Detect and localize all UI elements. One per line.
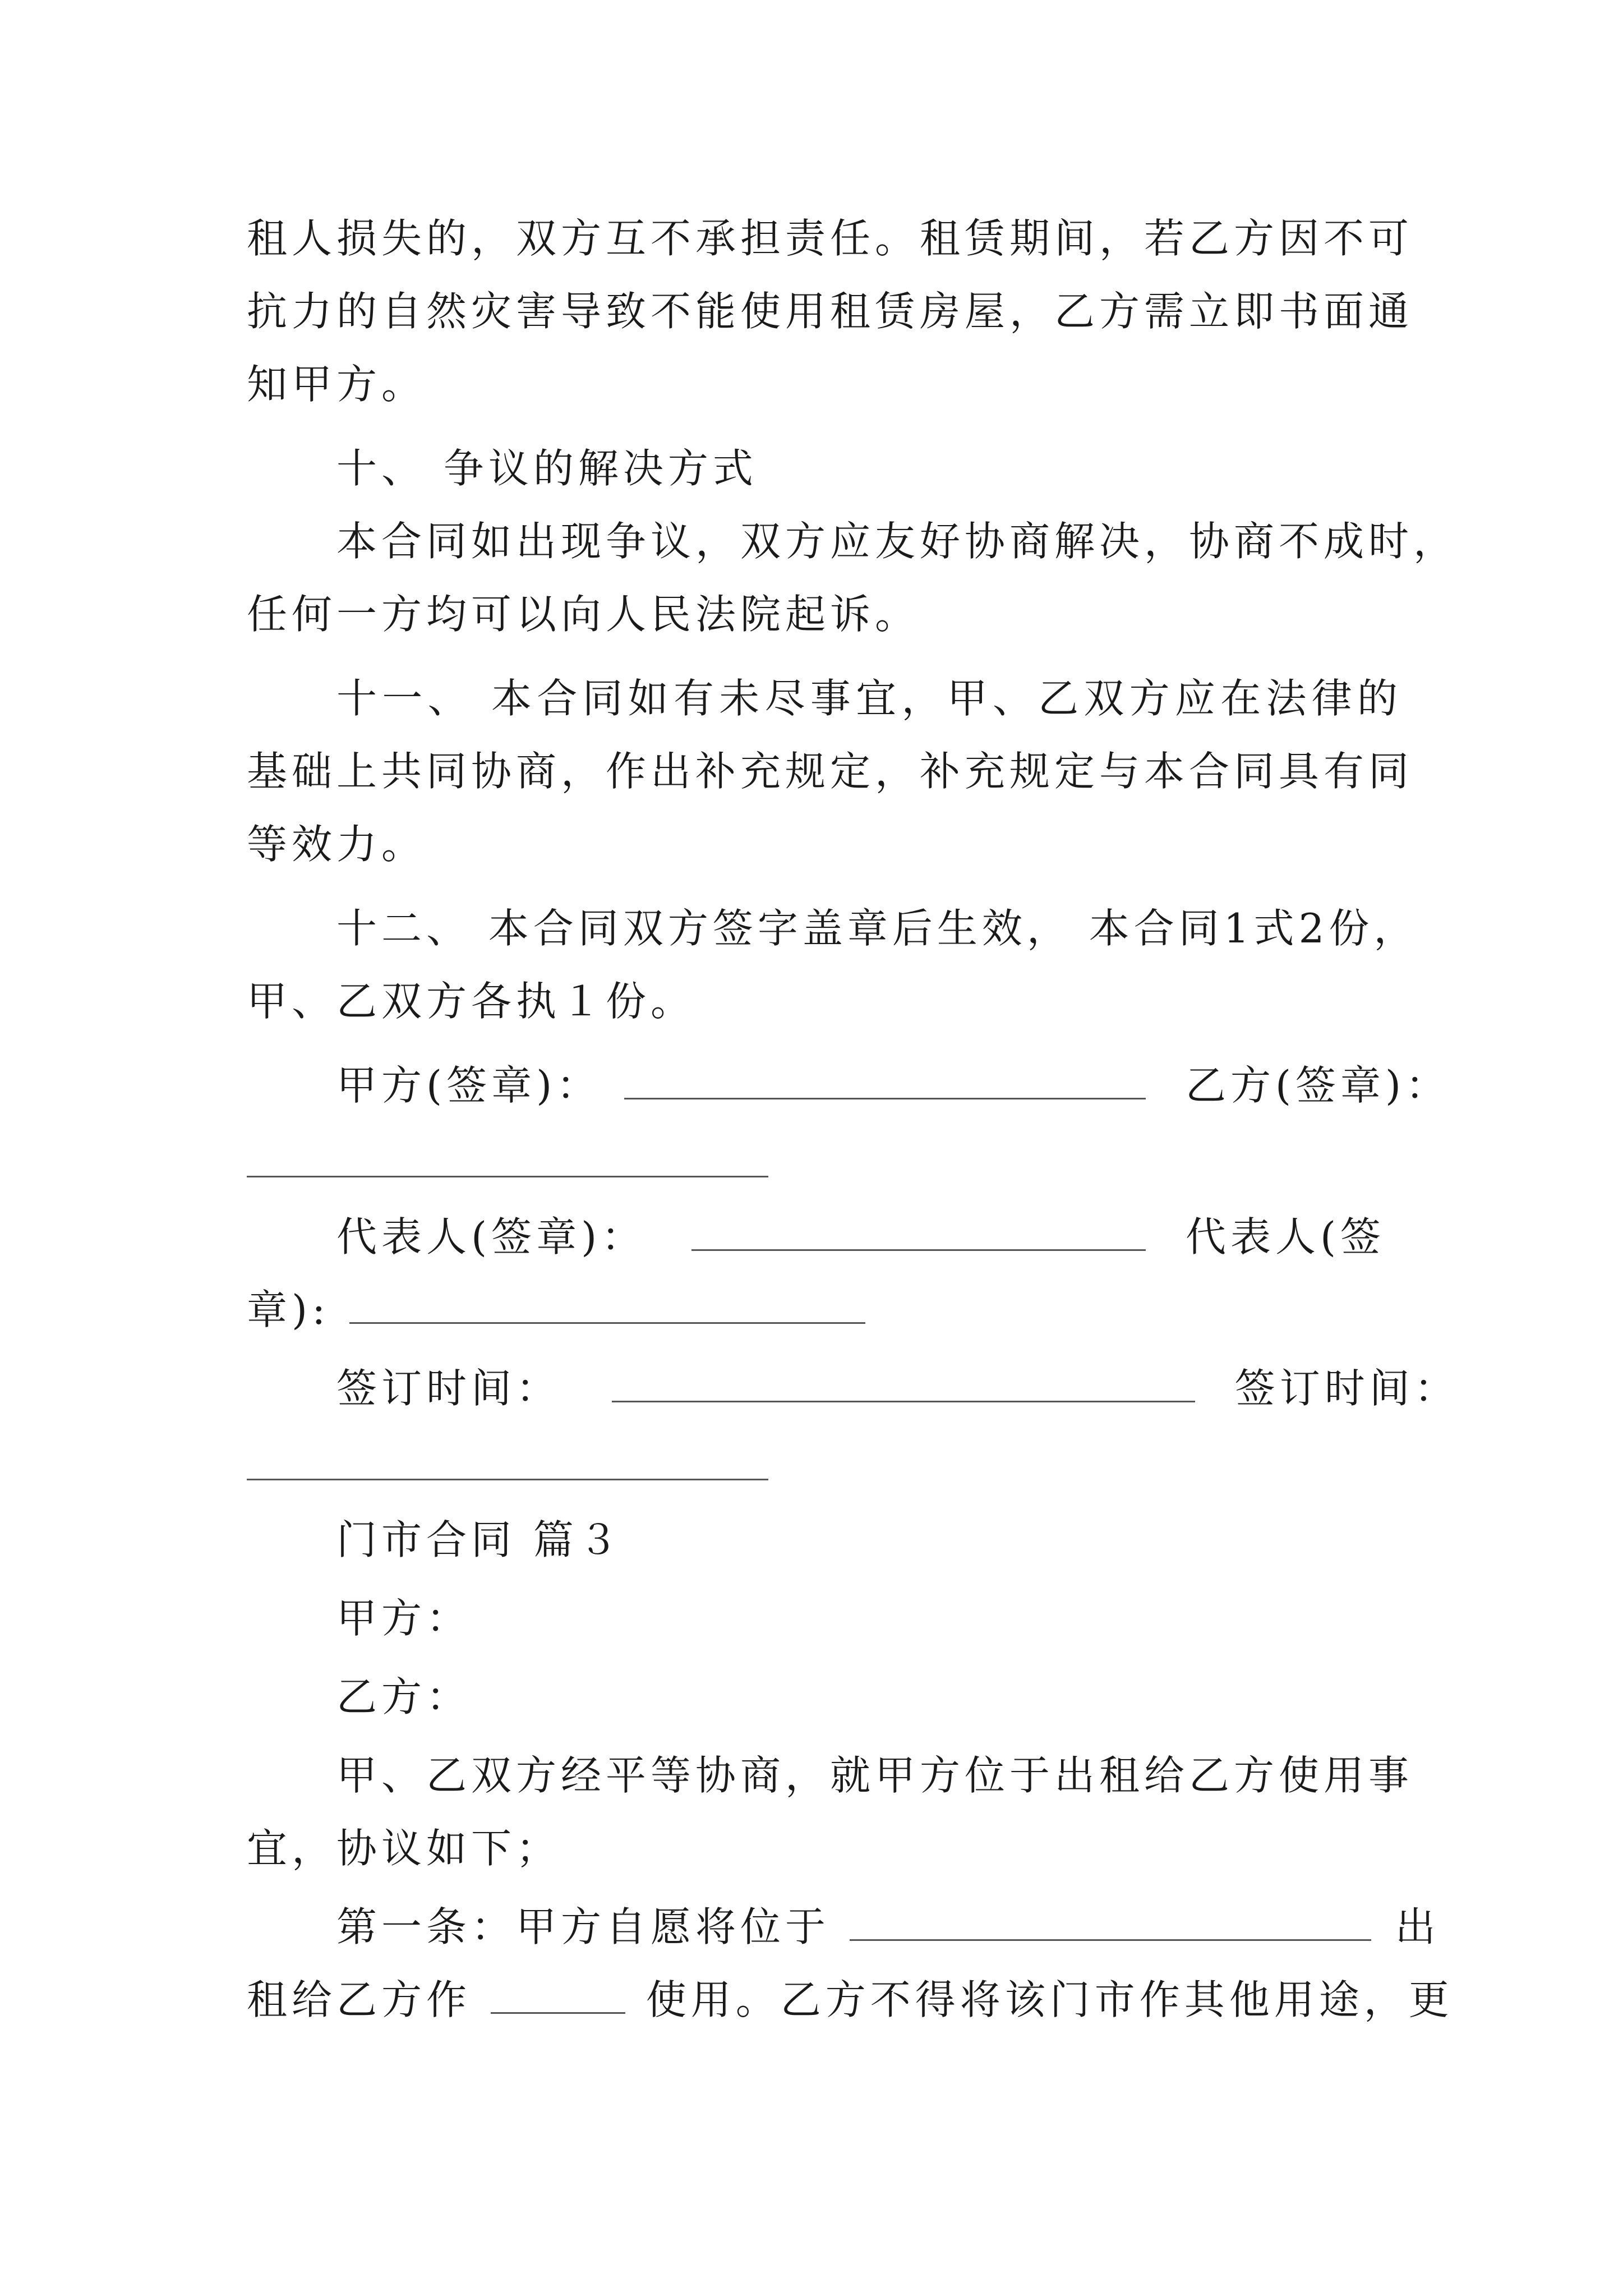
paragraph-line: 甲、乙双方经平等协商，就甲方位于出租给乙方使用事 bbox=[336, 1752, 1414, 1799]
paragraph-line: 等效力。 bbox=[247, 821, 427, 868]
article-one-prefix: 第一条：甲方自愿将位于 bbox=[336, 1903, 831, 1950]
paragraph-line: 基础上共同协商，作出补充规定，补充规定与本合同具有同 bbox=[247, 748, 1414, 795]
party-b-sign-label: 乙方(签章)： bbox=[1185, 1062, 1451, 1109]
paragraph-line: 宜，协议如下； bbox=[247, 1825, 561, 1872]
party-a-field: 甲方： bbox=[336, 1595, 472, 1642]
paragraph-line: 任何一方均可以向人民法院起诉。 bbox=[247, 591, 920, 638]
paragraph-line: 抗力的自然灾害导致不能使用租赁房屋，乙方需立即书面通 bbox=[247, 288, 1414, 335]
article-one-line bbox=[336, 1896, 1440, 1958]
rep-b-sign-label-cont: 章): bbox=[247, 1286, 330, 1333]
rep-b-sign-blank bbox=[349, 1290, 865, 1324]
article-one-line2-suffix: 使用。乙方不得将该门市作其他用途，更 bbox=[645, 1976, 1454, 2023]
paragraph-line: 十二、 本合同双方签字盖章后生效， 本合同1式2份， bbox=[336, 905, 1419, 952]
rep-a-sign-blank bbox=[691, 1217, 1146, 1251]
party-b-field: 乙方： bbox=[336, 1673, 472, 1720]
signature-row-rep-cont bbox=[247, 1279, 1402, 1341]
paragraph-line: 知甲方。 bbox=[247, 361, 427, 408]
rep-b-sign-label: 代表人(签 bbox=[1185, 1213, 1386, 1260]
paragraph-line: 本合同如出现争议，双方应友好协商解决，协商不成时， bbox=[336, 518, 1459, 565]
paragraph-line: 租人损失的，双方互不承担责任。租赁期间，若乙方因不可 bbox=[247, 215, 1414, 262]
contract-title: 门市合同 篇３ bbox=[336, 1516, 623, 1563]
date-b-label: 签订时间： bbox=[1234, 1365, 1459, 1412]
paragraph-line: 甲、乙双方各执１份。 bbox=[247, 978, 696, 1025]
address-blank bbox=[850, 1907, 1371, 1941]
signature-row-party bbox=[336, 1055, 1451, 1116]
article-one-line2-prefix: 租给乙方作 bbox=[247, 1976, 472, 2023]
party-a-sign-blank bbox=[624, 1065, 1146, 1099]
date-a-blank bbox=[612, 1368, 1195, 1402]
date-a-label: 签订时间： bbox=[336, 1365, 561, 1412]
article-one-line-2 bbox=[247, 1969, 1454, 2031]
signature-row-rep bbox=[336, 1206, 1402, 1268]
date-b-blank bbox=[247, 1479, 768, 1480]
rep-a-sign-label: 代表人(签章)： bbox=[336, 1213, 647, 1260]
party-b-sign-blank bbox=[247, 1176, 768, 1177]
paragraph-line: 十一、 本合同如有未尽事宜，甲、乙双方应在法律的 bbox=[336, 675, 1402, 722]
article-one-suffix: 出 bbox=[1395, 1903, 1440, 1950]
party-a-sign-label: 甲方(签章)： bbox=[336, 1062, 602, 1109]
usage-blank bbox=[491, 1980, 625, 2014]
signature-row-date bbox=[336, 1358, 1459, 1419]
section-heading: 十、 争议的解决方式 bbox=[336, 445, 758, 492]
